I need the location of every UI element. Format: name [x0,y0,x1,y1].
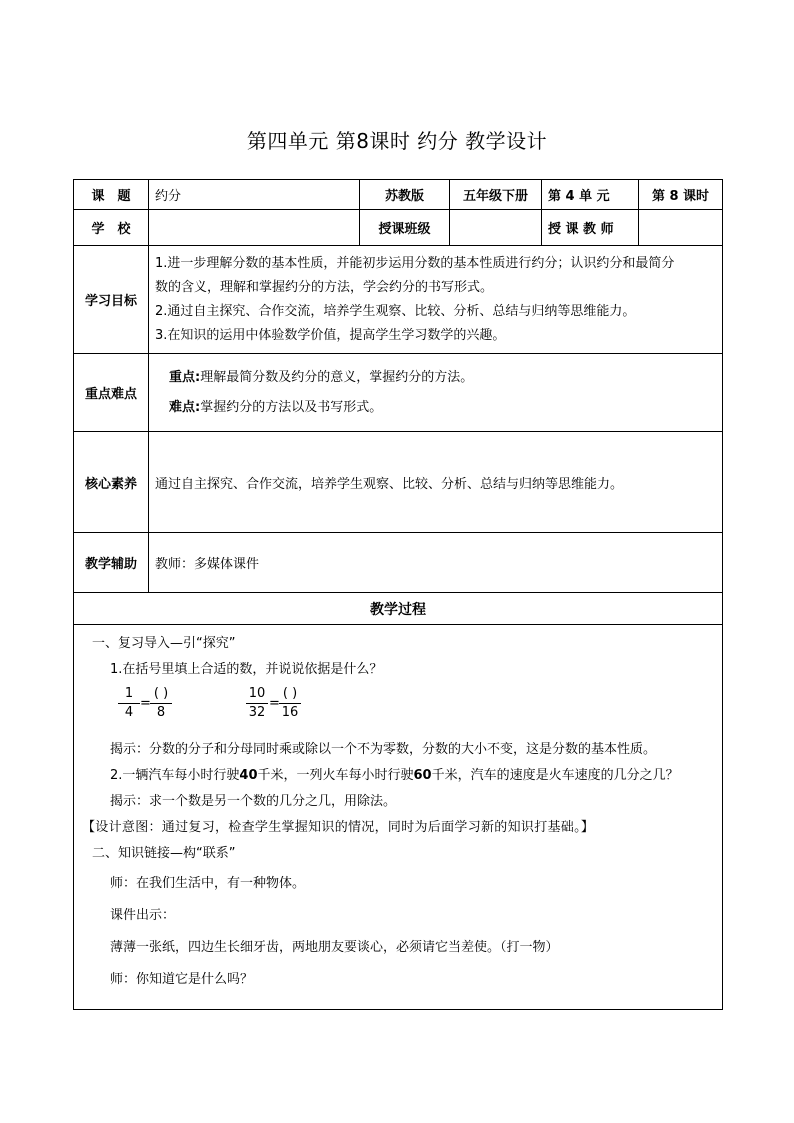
aids-label: 教学辅助 [74,533,149,593]
key-title: 重点: [169,369,201,385]
goal-3: 3.在知识的运用中体验数学价值，提高学生学习数学的兴趣。 [155,327,506,343]
process-row [74,625,723,1010]
class-value [450,210,542,246]
topic-label: 课 题 [74,180,149,210]
goal-1-cont: 数的含义，理解和掌握约分的方法，学会约分的书写形式。 [155,279,494,295]
process-header: 教学过程 [74,593,723,625]
equals-sign-1: = [140,696,151,711]
hard-point [155,393,716,423]
hard-text: 掌握约分的方法以及书写形式。 [200,399,383,415]
courseware-label: 课件出示： [110,908,176,923]
fraction-4: ( ) 16 [279,685,301,722]
keypoints-content [149,354,723,432]
header-row-1 [74,180,723,210]
equals-sign-2: = [269,696,280,711]
core-row [74,432,723,533]
goal-1: 1.进一步理解分数的基本性质，并能初步运用分数的基本性质进行约分；认识约分和最简分 [155,255,675,271]
fraction-3: 10 32 [246,685,268,722]
teacher-question: 师：你知道它是什么吗？ [110,972,254,987]
fraction-2: ( ) 8 [150,685,172,722]
section-2-title: 二、知识链接—构“联系” [92,846,236,861]
lesson-cell: 第 8 课时 [639,180,723,210]
process-header-row [74,593,723,625]
aids-row [74,533,723,593]
lesson-plan-table [73,179,723,1010]
section-1-title: 一、复习导入—引“探究” [92,636,236,651]
process-content [74,625,723,1010]
goals-content [149,246,723,354]
teacher-value [639,210,723,246]
hard-title: 难点: [169,399,201,415]
class-label: 授课班级 [360,210,450,246]
publisher-cell: 苏教版 [360,180,450,210]
riddle-text: 薄薄一张纸，四边生长细牙齿，两地朋友要谈心，必须请它当差使。（打一物） [110,940,559,955]
key-text: 理解最简分数及约分的意义，掌握约分的方法。 [200,369,474,385]
core-label: 核心素养 [74,432,149,533]
key-point [155,363,716,393]
question-2: 2.一辆汽车每小时行驶40千米，一列火车每小时行驶60千米，汽车的速度是火车速度的几分之几？ [110,768,679,783]
goals-row [74,246,723,354]
header-row-2 [74,210,723,246]
core-text: 通过自主探究、合作交流，培养学生观察、比较、分析、总结与归纳等思维能力。 [149,432,723,533]
page-title: 第四单元 第8课时 约分 教学设计 [246,129,548,153]
hint-2: 揭示：求一个数是另一个数的几分之几，用除法。 [110,794,397,809]
hint-1: 揭示：分数的分子和分母同时乘或除以一个不为零数，分数的大小不变，这是分数的基本性质。 [110,742,657,757]
goals-label: 学习目标 [74,246,149,354]
school-label: 学 校 [74,210,149,246]
teacher-line-1: 师：在我们生活中，有一种物体。 [110,876,306,891]
fraction-1: 1 4 [118,685,140,722]
design-intent: 【设计意图：通过复习，检查学生掌握知识的情况，同时为后面学习新的知识打基础。】 [82,820,595,835]
grade-cell: 五年级下册 [450,180,542,210]
fraction-exercise [118,683,708,737]
goal-2: 2.通过自主探究、合作交流，培养学生观察、比较、分析、总结与归纳等思维能力。 [155,303,636,319]
question-1: 1.在括号里填上合适的数，并说说依据是什么？ [110,662,383,677]
unit-cell: 第 4 单 元 [542,180,639,210]
school-value [149,210,360,246]
keypoints-row [74,354,723,432]
teacher-label: 授 课 教 师 [542,210,639,246]
aids-text: 教师：多媒体课件 [149,533,723,593]
topic-value: 约分 [149,180,360,210]
keypoints-label: 重点难点 [74,354,149,432]
